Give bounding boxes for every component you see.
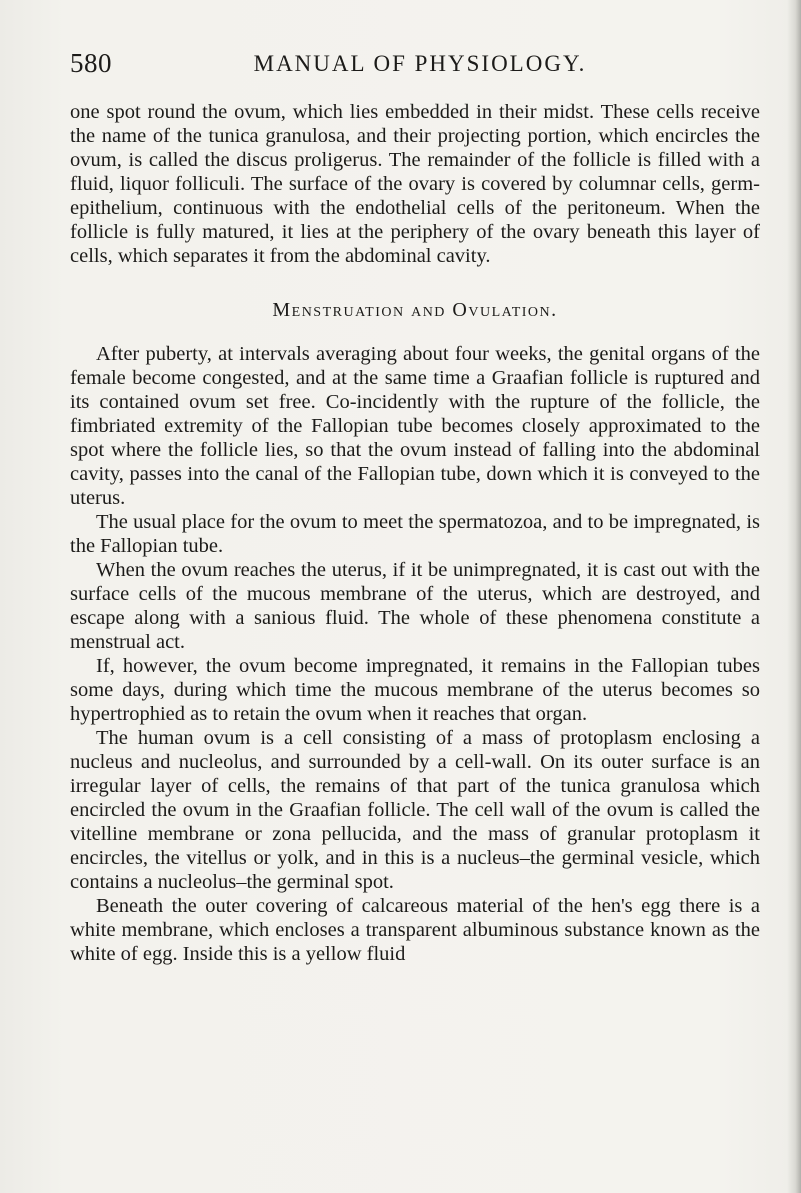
page-header	[70, 48, 770, 80]
page-edge-shadow	[787, 0, 801, 1193]
paragraph: Beneath the outer covering of calcareous material of the hen's egg there is a white membrane, which encloses a transparent albuminous substance known as the white of egg. Inside this is a yellow fluid	[70, 895, 760, 965]
paragraph: After puberty, at intervals averaging about four weeks, the genital organs of the female become congested, and at the same time a Graafian follicle is ruptured and its contained ovum set free. Co-incidently with the rupture of the follicle, the fimbriated extremity of the Fallopian tube becomes closely approximated to the spot where the follicle lies, so that the ovum instead of falling into the abdominal cavity, passes into the canal of the Fallopian tube, down which it is conveyed to the uterus.	[70, 343, 760, 509]
paragraph: The human ovum is a cell consisting of a mass of protoplasm enclosing a nucleus and nucleolus, and surrounded by a cell-wall. On its outer surface is an irregular layer of cells, the remains of that part of the tunica granulosa which encircled the ovum in the Graafian follicle. The cell wall of the ovum is called the vitelline membrane or zona pellucida, and the mass of granular protoplasm it encircles, the vitellus or yolk, and in this is a nucleus–the germinal vesicle, which contains a nucleolus–the germinal spot.	[70, 727, 760, 893]
paragraph: If, however, the ovum become impregnated, it remains in the Fallopian tubes some days, during which time the mucous membrane of the uterus becomes so hypertrophied as to retain the ovum when it reaches that organ.	[70, 655, 760, 725]
page-number: 580	[70, 48, 112, 78]
paragraph: When the ovum reaches the uterus, if it be unimpregnated, it is cast out with the surface cells of the mucous membrane of the uterus, which are destroyed, and escape along with a sanious fluid. The whole of these phenomena constitute a menstrual act.	[70, 559, 760, 653]
running-title: MANUAL OF PHYSIOLOGY.	[253, 51, 587, 76]
section-heading: Menstruation and Ovulation.	[272, 299, 558, 321]
body-text	[70, 100, 760, 966]
paragraph: The usual place for the ovum to meet the spermatozoa, and to be impregnated, is the Fallopian tube.	[70, 511, 760, 557]
paragraph: one spot round the ovum, which lies embedded in their midst. These cells receive the name of the tunica granulosa, and their projecting portion, which encircles the ovum, is called the discus proligerus. The remainder of the follicle is filled with a fluid, liquor folliculi. The surface of the ovary is covered by columnar cells, germ-epithelium, continuous with the endothelial cells of the peritoneum. When the follicle is fully matured, it lies at the periphery of the ovary beneath this layer of cells, which separates it from the abdominal cavity.	[70, 101, 760, 267]
